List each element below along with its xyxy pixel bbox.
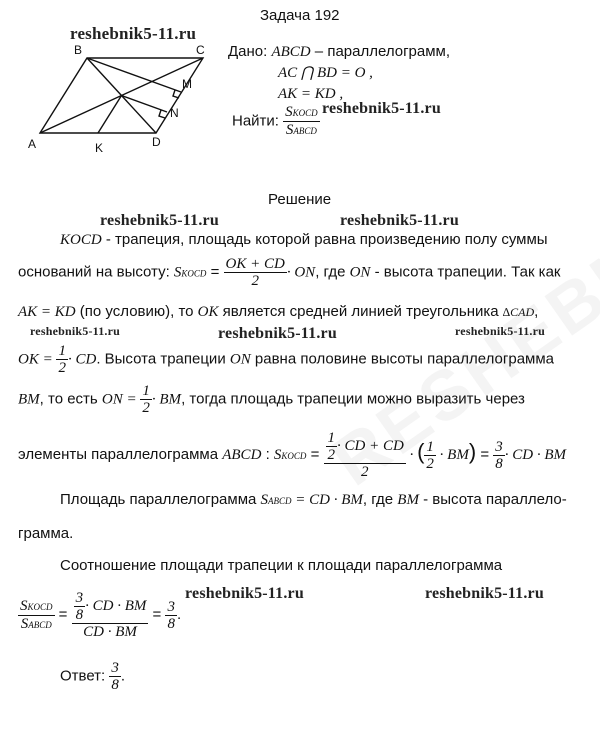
label-n: N bbox=[170, 106, 179, 120]
solution-line-6: элементы параллелограмма ABCD : SKOCD = $\frac{1}{2}$ · CD + CD 2 · ( $\frac{1}{2}$ · BM) = $\frac{3}{8}$ · CD · BM bbox=[18, 430, 567, 480]
ratio-formula: $\frac{\text{SKOCD}}{\text{SABCD}}$ = $\frac{3}{8}$ · CD · BM CD · BM = $\frac{3}{8}$ . bbox=[20, 590, 182, 640]
label-b: B bbox=[74, 43, 83, 57]
given-line-2: AC ⋂ BD = O , bbox=[278, 65, 373, 81]
watermark: reshebnik5-11.ru bbox=[425, 585, 544, 602]
watermark: reshebnik5-11.ru bbox=[100, 212, 219, 229]
watermark: reshebnik5-11.ru bbox=[455, 324, 545, 338]
parallelogram-figure bbox=[15, 40, 225, 160]
watermark: reshebnik5-11.ru bbox=[322, 100, 441, 117]
find-fraction: $\frac{\text{SKOCD}}{\text{SABCD}}$ bbox=[285, 104, 318, 138]
answer-value: $\frac{3}{8}$ bbox=[111, 660, 119, 693]
watermark: reshebnik5-11.ru bbox=[185, 585, 304, 602]
solution-line-5: BM, то есть ON = $\frac{1}{2}$ · BM, тогда площадь трапеции можно выразить через bbox=[18, 383, 525, 416]
formula-area-trapezoid: $\frac{OK + CD}{2}$ bbox=[225, 256, 285, 289]
watermark: reshebnik5-11.ru bbox=[340, 212, 459, 229]
watermark: reshebnik5-11.ru bbox=[30, 324, 120, 338]
given-line-3: AK = KD , bbox=[278, 86, 344, 102]
given-find bbox=[232, 104, 320, 139]
given-abcd: ABCD bbox=[271, 44, 311, 60]
given-abcd-rest: – параллелограмм, bbox=[310, 43, 451, 60]
watermark: reshebnik5-11.ru bbox=[218, 325, 337, 342]
given-label: Дано: bbox=[228, 43, 268, 60]
solution-line-2: оснований на высоту: SKOCD = $\frac{OK + CD}{2}$ · ON, где ON - высота трапеции. Так как bbox=[18, 256, 561, 289]
formula-nested-fraction: $\frac{1}{2}$ · CD + CD 2 bbox=[324, 430, 406, 480]
label-a: A bbox=[28, 137, 37, 151]
given-line-1 bbox=[228, 42, 450, 62]
solution-line-8: грамма. bbox=[18, 525, 74, 542]
answer-label: Ответ: bbox=[60, 667, 106, 685]
solution-line-4: OK = $\frac{1}{2}$ · CD. Высота трапеции ON равна половине высоты параллелограмма bbox=[18, 343, 555, 376]
label-c: C bbox=[196, 43, 205, 57]
find-label: Найти: bbox=[232, 112, 279, 130]
label-m: M bbox=[182, 77, 192, 91]
solution-line-3: AK = KD (по условию), то OK является средней линией треугольника ∆CAD, bbox=[18, 303, 539, 320]
watermark: reshebnik5-11.ru bbox=[70, 24, 197, 43]
solution-line-7: Площадь параллелограмма SABCD = CD · BM, где BM - высота параллело- bbox=[60, 491, 567, 508]
label-d: D bbox=[152, 135, 161, 149]
solution-line-9: Соотношение площади трапеции к площади параллелограмма bbox=[60, 557, 503, 574]
task-title: Задача 192 bbox=[260, 7, 340, 24]
label-k: K bbox=[95, 141, 104, 155]
solution-heading: Решение bbox=[268, 191, 332, 208]
answer: Ответ: $\frac{3}{8}$ . bbox=[60, 660, 126, 693]
solution-line-1: KOCD - трапеция, площадь которой равна произведению полу суммы bbox=[60, 231, 548, 248]
